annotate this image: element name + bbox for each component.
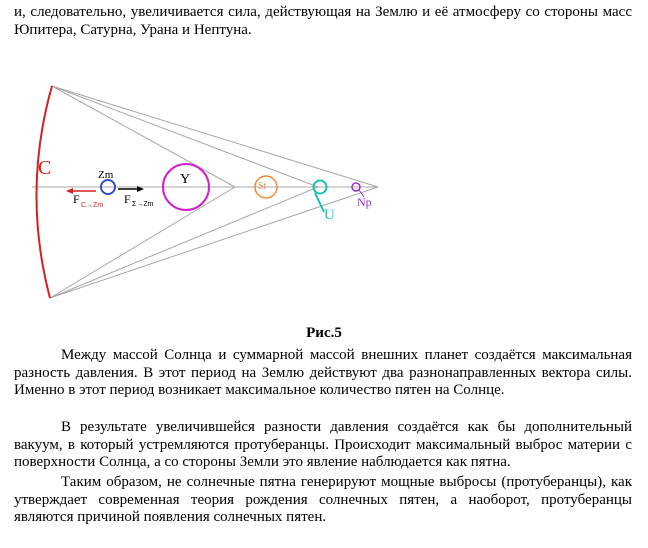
paragraph-pressure-difference: Между массой Солнца и суммарной массой внешних планет создаётся максимальная разность давления. В этот период на Землю действуют два разнонаправленных вектора силы. Именно в этот период возникает максимальное количество пятен на Солнце. [14,347,632,399]
jupiter-label: Y [180,172,191,187]
convergence-lines [32,86,378,298]
force-arrow-sum-to-earth [118,186,154,208]
figure-caption: Рис.5 [306,325,342,341]
saturn-label: St [258,181,267,192]
neptune-label: Np [357,195,372,209]
force-label-sun-earth: F [73,192,80,206]
force-arrow-sun-to-earth [66,188,103,209]
uranus-pointer [315,193,324,212]
intro-paragraph: и, следовательно, увеличивается сила, действующая на Землю и её атмосферу со стороны масс Юпитера, Сатурна, Урана и Нептуна. [14,4,632,38]
sun-limb-arc [36,86,52,298]
paragraph-conclusion: Таким образом, не солнечные пятна генерируют мощные выбросы (протуберанцы), как утверждает современная теория рождения солнечных пятен, а наоборот, протуберанцы являются причиной появления солнечных пятен. [14,474,632,526]
uranus-label: U [324,207,335,223]
sun-label: C [38,157,52,179]
force-label-sum-earth: F [124,192,131,206]
ray-line [52,86,235,187]
paragraph-vacuum: В результате увеличившейся разности давления создаётся как бы дополнительный вакуум, в который устремляются протуберанцы. Происходит максимальный выброс материи с поверхности Солнца, а со стороны Земли это явление наблюдается как пятна. [14,419,632,471]
earth-label: Zm [98,169,114,181]
force-subscript-sun-earth: C→Zm [81,202,104,209]
force-subscript-sum-earth: Σ→Zm [132,201,154,208]
